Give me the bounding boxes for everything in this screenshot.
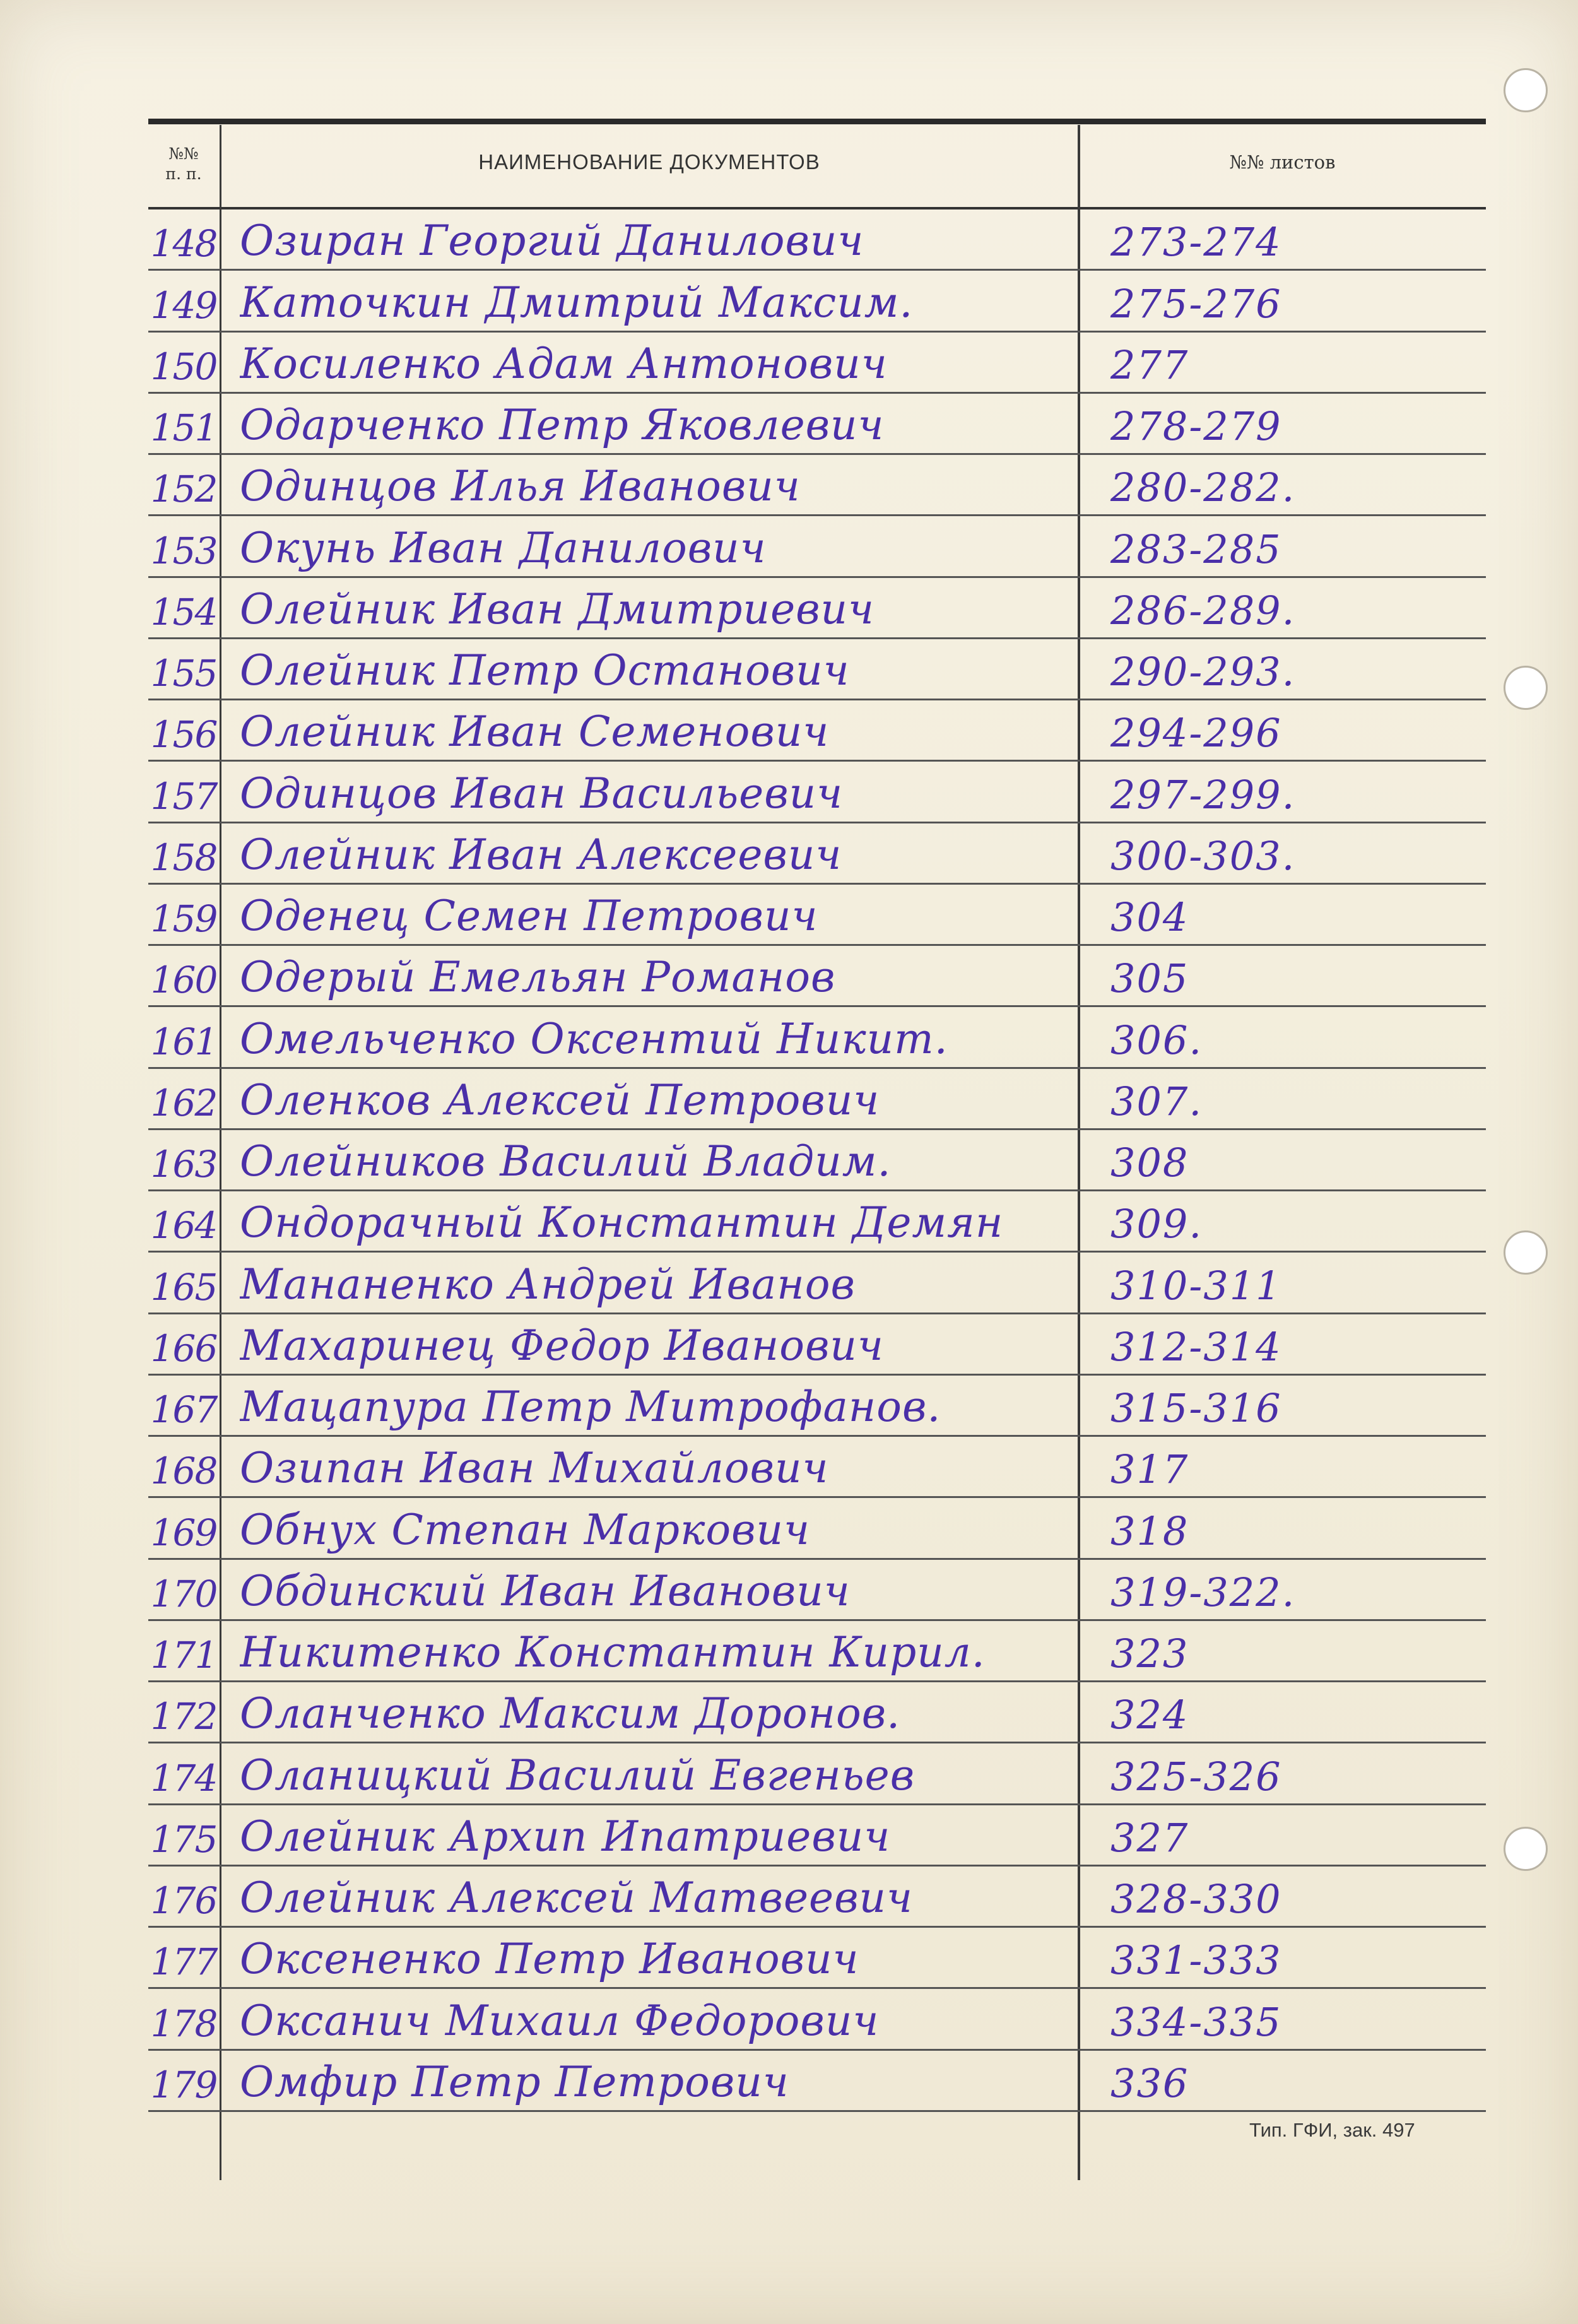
row-number: 177 <box>150 1940 217 1984</box>
table-row <box>148 1867 1486 1928</box>
sheet-numbers: 273-274 <box>1110 219 1282 266</box>
sheet-numbers: 312-314 <box>1110 1323 1282 1370</box>
document-name: Олейник Иван Семенович <box>240 707 830 757</box>
row-number: 170 <box>150 1572 217 1615</box>
document-name: Обнух Степан Маркович <box>240 1505 811 1554</box>
sheet-numbers: 323 <box>1110 1631 1189 1677</box>
row-number: 169 <box>150 1511 217 1554</box>
sheet-numbers: 286-289. <box>1110 587 1296 634</box>
sheet-numbers: 275-276 <box>1110 280 1282 327</box>
document-name: Одарченко Петр Яковлевич <box>240 401 885 449</box>
row-number: 150 <box>150 345 217 388</box>
table-row <box>148 639 1486 700</box>
document-name: Омельченко Оксентий Никит. <box>240 1014 948 1063</box>
document-name: Оланченко Максим Доронов. <box>240 1689 901 1738</box>
document-name: Обдинский Иван Иванович <box>240 1566 851 1615</box>
table-body <box>148 209 1486 2112</box>
document-name: Олейник Иван Алексеевич <box>240 830 842 879</box>
document-name: Олейник Архип Ипатриевич <box>240 1812 891 1861</box>
punch-hole-bottom <box>1504 1827 1548 1871</box>
row-number: 174 <box>150 1756 217 1800</box>
row-number: 152 <box>150 468 217 511</box>
sheet-numbers: 328-330 <box>1110 1876 1282 1922</box>
table-row <box>148 700 1486 762</box>
table-row <box>148 455 1486 516</box>
header-number-label: №№ п. п. <box>165 145 202 183</box>
document-name: Каточкин Дмитрий Максим. <box>240 278 914 327</box>
row-number: 148 <box>150 222 217 266</box>
document-name: Олейник Алексей Матвеевич <box>240 1873 914 1922</box>
table-row <box>148 516 1486 577</box>
document-name: Никитенко Константин Кирил. <box>240 1628 986 1677</box>
table-row <box>148 271 1486 332</box>
row-number: 171 <box>150 1634 217 1677</box>
document-name: Ондорачный Константин Демян <box>240 1198 1004 1248</box>
table-row <box>148 1621 1486 1682</box>
row-number: 149 <box>150 283 217 327</box>
table-row <box>148 885 1486 946</box>
table-header <box>148 125 1486 207</box>
table-row <box>148 209 1486 271</box>
table-row <box>148 1437 1486 1498</box>
top-rule <box>148 119 1486 124</box>
sheet-numbers: 290-293. <box>1110 649 1296 695</box>
sheet-numbers: 334-335 <box>1110 1998 1282 2045</box>
document-name: Мацапура Петр Митрофанов. <box>240 1383 941 1431</box>
table-row <box>148 1376 1486 1437</box>
sheet-numbers: 277 <box>1110 341 1189 388</box>
document-name: Олейников Василий Владим. <box>240 1137 892 1186</box>
punch-hole-top <box>1504 68 1548 112</box>
row-number: 176 <box>150 1879 217 1922</box>
header-title: НАИМЕНОВАНИЕ ДОКУМЕНТОВ <box>478 150 820 174</box>
table-row <box>148 1805 1486 1867</box>
row-number: 157 <box>150 774 217 818</box>
sheet-numbers: 308 <box>1110 1140 1189 1186</box>
sheet-numbers: 294-296 <box>1110 710 1282 757</box>
row-number: 153 <box>150 529 217 572</box>
print-note: Тип. ГФИ, зак. 497 <box>1249 2119 1415 2141</box>
document-name: Одинцов Илья Иванович <box>240 462 801 511</box>
document-name: Окунь Иван Данилович <box>240 523 767 572</box>
document-name: Одерый Емельян Романов <box>240 953 836 1002</box>
sheet-numbers: 304 <box>1110 894 1189 940</box>
document-name: Одинцов Иван Васильевич <box>240 769 844 818</box>
document-name: Махаринец Федор Иванович <box>240 1321 884 1370</box>
row-number: 159 <box>150 897 217 940</box>
sheet-numbers: 327 <box>1110 1814 1189 1861</box>
sheet-numbers: 297-299. <box>1110 771 1296 818</box>
sheet-numbers: 283-285 <box>1110 526 1282 572</box>
row-number: 178 <box>150 2002 217 2045</box>
sheet-numbers: 325-326 <box>1110 1753 1282 1800</box>
row-number: 162 <box>150 1081 217 1124</box>
document-name: Оксанич Михаил Федорович <box>240 1996 880 2045</box>
document-name: Озипан Иван Михайлович <box>240 1444 829 1493</box>
table-row <box>148 578 1486 639</box>
sheet-numbers: 280-282. <box>1110 464 1296 511</box>
sheet-numbers: 278-279 <box>1110 403 1282 449</box>
table-row <box>148 1253 1486 1314</box>
row-number: 161 <box>150 1020 217 1063</box>
sheet-numbers: 300-303. <box>1110 832 1296 879</box>
table-row <box>148 823 1486 885</box>
document-name: Косиленко Адам Антонович <box>240 339 888 388</box>
row-number: 179 <box>150 2063 217 2106</box>
row-number: 166 <box>150 1326 217 1370</box>
table-row <box>148 1928 1486 1989</box>
sheet-numbers: 318 <box>1110 1507 1189 1554</box>
punch-hole-lower-middle <box>1504 1230 1548 1275</box>
row-number: 151 <box>150 406 217 449</box>
row-number: 168 <box>150 1449 217 1493</box>
table-row <box>148 762 1486 823</box>
document-name: Оденец Семен Петрович <box>240 892 818 940</box>
sheet-numbers: 331-333 <box>1110 1937 1282 1984</box>
sheet-numbers: 310-311 <box>1110 1262 1282 1309</box>
sheet-numbers: 305 <box>1110 955 1189 1002</box>
punch-hole-upper-middle <box>1504 666 1548 710</box>
row-number: 165 <box>150 1265 217 1309</box>
table-row <box>148 1007 1486 1068</box>
sheet-numbers: 307. <box>1110 1078 1203 1124</box>
table-row <box>148 1314 1486 1376</box>
row-number: 160 <box>150 959 217 1002</box>
sheet-numbers: 315-316 <box>1110 1385 1282 1431</box>
sheet-numbers: 309. <box>1110 1201 1203 1248</box>
table-row <box>148 946 1486 1007</box>
row-number: 158 <box>150 835 217 879</box>
sheet-numbers: 319-322. <box>1110 1569 1296 1615</box>
table-row <box>148 1560 1486 1621</box>
document-name: Олейник Петр Останович <box>240 646 850 695</box>
sheet-numbers: 306. <box>1110 1017 1203 1063</box>
table-row <box>148 394 1486 455</box>
table-row <box>148 1743 1486 1805</box>
row-number: 175 <box>150 1817 217 1861</box>
document-name: Оленков Алексей Петрович <box>240 1075 880 1124</box>
header-sheets-label: №№ листов <box>1229 151 1336 173</box>
row-number: 154 <box>150 590 217 634</box>
table-row <box>148 1069 1486 1130</box>
table-row <box>148 1682 1486 1743</box>
table-row <box>148 1989 1486 2050</box>
sheet-numbers: 317 <box>1110 1446 1189 1493</box>
table-row <box>148 1498 1486 1559</box>
row-number: 163 <box>150 1143 217 1186</box>
document-name: Олейник Иван Дмитриевич <box>240 584 875 634</box>
sheet-numbers: 324 <box>1110 1692 1189 1738</box>
row-number: 155 <box>150 652 217 695</box>
sheet-numbers: 336 <box>1110 2060 1189 2106</box>
table-row <box>148 2051 1486 2112</box>
row-number: 167 <box>150 1388 217 1431</box>
document-name: Мананенко Андрей Иванов <box>240 1259 856 1309</box>
table-row <box>148 333 1486 394</box>
row-number: 156 <box>150 713 217 757</box>
table-row <box>148 1191 1486 1253</box>
document-name: Оксененко Петр Иванович <box>240 1935 859 1984</box>
document-name: Оланицкий Василий Евгеньев <box>240 1750 916 1800</box>
document-name: Омфир Петр Петрович <box>240 2057 789 2106</box>
row-number: 172 <box>150 1695 217 1738</box>
document-name: Озиран Георгий Данилович <box>240 216 864 266</box>
table-row <box>148 1130 1486 1191</box>
row-number: 164 <box>150 1204 217 1248</box>
